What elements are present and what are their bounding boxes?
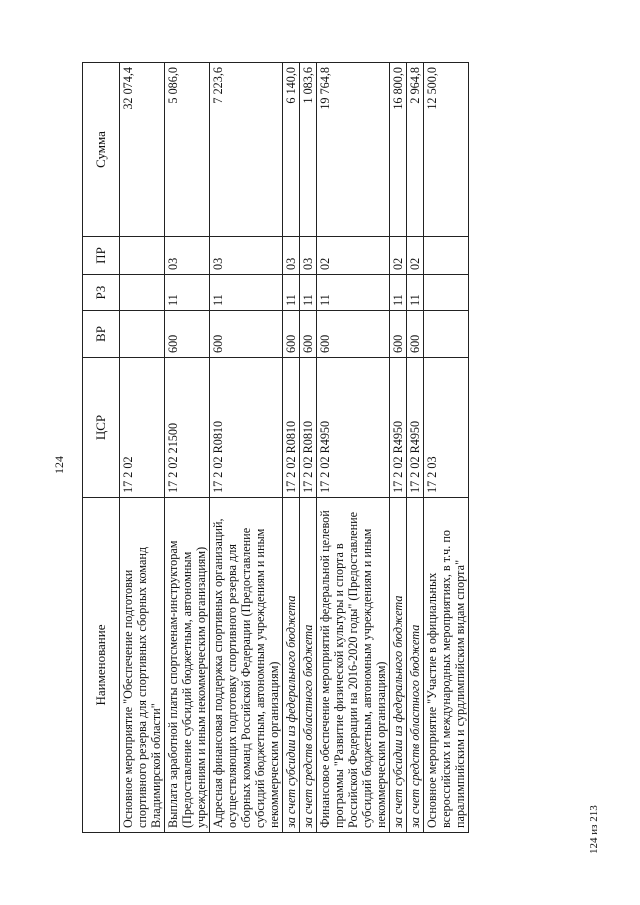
- vr-cell: [424, 311, 469, 358]
- table-row: [317, 63, 390, 833]
- rz-cell: 11: [165, 275, 210, 311]
- sum-cell: 32 074,4: [120, 63, 165, 237]
- name-cell: за счет средств областного бюджета: [407, 498, 424, 833]
- csr-cell: 17 2 02 R0810: [283, 358, 300, 498]
- vr-cell: [120, 311, 165, 358]
- csr-cell: 17 2 02 R4950: [407, 358, 424, 498]
- pr-cell: 03: [165, 237, 210, 275]
- name-cell: за счет средств областного бюджета: [300, 498, 317, 833]
- header-sum: Сумма: [83, 63, 120, 237]
- table-row: [165, 63, 210, 833]
- name-cell: Выплата заработной платы спортсменам-инструкторам (Предоставление субсидий бюджетным, автономным учреждениям и иным некоммерческим организациям): [165, 498, 210, 833]
- header-name: Наименование: [83, 498, 120, 833]
- sum-cell: 19 764,8: [317, 63, 390, 237]
- sum-cell: 7 223,6: [210, 63, 283, 237]
- pr-cell: 03: [300, 237, 317, 275]
- rz-cell: 11: [300, 275, 317, 311]
- vr-cell: 600: [283, 311, 300, 358]
- name-cell: Адресная финансовая поддержка спортивных организаций, осуществляющих подготовку спортивного резерва для сборных команд Российской Федерации (Предоставление субсидий бюджетным, автономным учреждениям и иным некоммерческим организациям): [210, 498, 283, 833]
- budget-table: [82, 62, 469, 833]
- vr-cell: 600: [165, 311, 210, 358]
- sum-cell: 1 083,6: [300, 63, 317, 237]
- name-cell: за счет субсидии из федерального бюджета: [390, 498, 407, 833]
- header-csr: ЦСР: [83, 358, 120, 498]
- table-row: [407, 63, 424, 833]
- sum-cell: 5 086,0: [165, 63, 210, 237]
- pr-cell: 03: [210, 237, 283, 275]
- table-row: [300, 63, 317, 833]
- page-footer: 124 из 213: [588, 805, 600, 854]
- rz-cell: 11: [283, 275, 300, 311]
- pr-cell: 02: [317, 237, 390, 275]
- pr-cell: [424, 237, 469, 275]
- table-row: [283, 63, 300, 833]
- sum-cell: 16 800,0: [390, 63, 407, 237]
- csr-cell: 17 2 02 R4950: [390, 358, 407, 498]
- header-pr: ПР: [83, 237, 120, 275]
- pr-cell: 03: [283, 237, 300, 275]
- table-row: [120, 63, 165, 833]
- pr-cell: 02: [390, 237, 407, 275]
- vr-cell: 600: [317, 311, 390, 358]
- csr-cell: 17 2 03: [424, 358, 469, 498]
- table-header-row: [83, 63, 120, 833]
- name-cell: Основное мероприятие "Обеспечение подготовки спортивного резерва для спортивных сборных команд Владимирской области": [120, 498, 165, 833]
- name-cell: за счет субсидии из федерального бюджета: [283, 498, 300, 833]
- csr-cell: 17 2 02 R0810: [300, 358, 317, 498]
- rz-cell: [120, 275, 165, 311]
- table-row: [390, 63, 407, 833]
- rz-cell: 11: [210, 275, 283, 311]
- table-row: [424, 63, 469, 833]
- header-rz: РЗ: [83, 275, 120, 311]
- csr-cell: 17 2 02 21500: [165, 358, 210, 498]
- pr-cell: 02: [407, 237, 424, 275]
- csr-cell: 17 2 02 R0810: [210, 358, 283, 498]
- name-cell: Финансовое обеспечение мероприятий федеральной целевой программы "Развитие физической культуры и спорта в Российской Федерации на 2016-2020 годы" (Предоставление субсидий бюджетным, автономным учреждениям и иным некоммерческим организациям): [317, 498, 390, 833]
- csr-cell: 17 2 02: [120, 358, 165, 498]
- pr-cell: [120, 237, 165, 275]
- table-row: [210, 63, 283, 833]
- csr-cell: 17 2 02 R4950: [317, 358, 390, 498]
- vr-cell: 600: [390, 311, 407, 358]
- sum-cell: 6 140,0: [283, 63, 300, 237]
- vr-cell: 600: [300, 311, 317, 358]
- vr-cell: 600: [210, 311, 283, 358]
- table-body: [120, 63, 469, 833]
- header-vr: ВР: [83, 311, 120, 358]
- sum-cell: 12 500,0: [424, 63, 469, 237]
- page-number: 124: [52, 456, 66, 474]
- rz-cell: [424, 275, 469, 311]
- sum-cell: 2 964,8: [407, 63, 424, 237]
- rz-cell: 11: [407, 275, 424, 311]
- name-cell: Основное мероприятие "Участие в официальных всероссийских и международных мероприятиях, в т.ч. по паралимпийским и сурдлимпийским видам спорта": [424, 498, 469, 833]
- rz-cell: 11: [390, 275, 407, 311]
- budget-table-container: [82, 63, 492, 833]
- rz-cell: 11: [317, 275, 390, 311]
- vr-cell: 600: [407, 311, 424, 358]
